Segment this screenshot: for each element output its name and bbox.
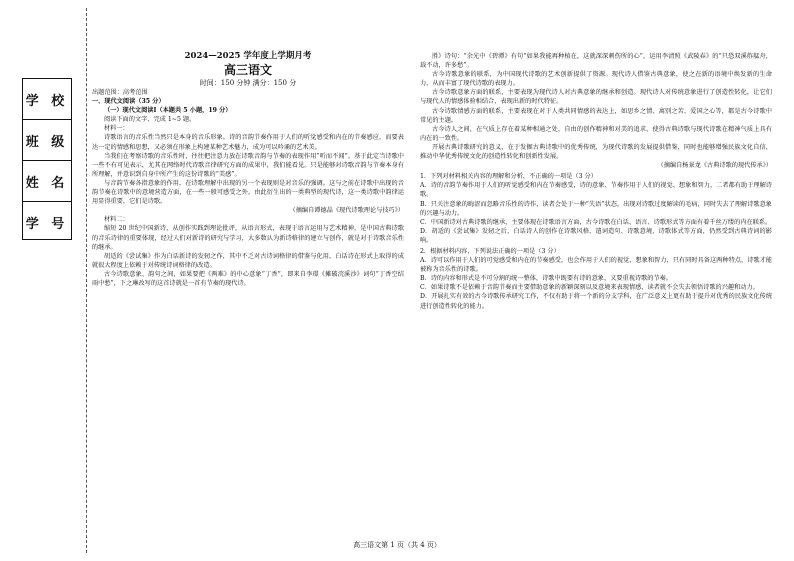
question-stem: 1．下列对材料相关内容的理解和分析，不正确的一项是（3 分）	[420, 173, 597, 181]
material2-continued: 古今诗人之间，在气质上存在着某种相通之处，自由的创作精神和对美的追求，使得古典诗歌与现代诗歌在精神气质上具有内在的一致性。	[420, 125, 772, 142]
material2-para: 缩短 20 世纪中国新诗，从创作实践到理论批评，从语言形式，表现于语言运用与艺术精神，是中国古典诗歌的音乐诗律的重要体现，经过人们对新诗的研究与学习，大多数认为新诗格律的建立与创作，就是对于诗歌音乐性的继承。	[92, 225, 404, 251]
question-option: C．如果诗歌不是依赖于音韵节奏而主要借助意象的新颖深刻以及意境来表现情感，读者就不会失去领悟诗歌的兴趣和动力。	[420, 284, 759, 292]
material2-label: 材料二：	[104, 216, 129, 224]
question-1	[420, 172, 772, 245]
subject-title: 高三语文	[223, 63, 272, 77]
material2-continued: 胜》诗句：“余光中《碧潭》有句“如果我能再种植在，这就深深刺伤所的心”，运用李清照《武陵春》的“只恐双溪舴艋舟，载不动，许多愁”。	[420, 53, 772, 70]
time-score: 时间：150 分钟 满分：150 分	[199, 79, 297, 87]
material1-para: 当我们在考察诗歌的音乐性时，往往把注意力放在诗歌音韵与节奏的表现作用“听而不闻”。基于此定当诗歌中一些不有可见表示，尤其在网络时代诗歌音律研究方面的成果中，我们能看见。只是能够对诗歌音韵与节奏本身有所理解，并意识到自身中所产生的这份诗歌的“美感”。	[92, 152, 404, 178]
exam-title: 2024—2025 学年度上学期月考	[184, 51, 312, 61]
seal-label-number: 学 号	[25, 216, 69, 232]
right-column	[420, 52, 772, 311]
section-heading: 一、现代文阅读（35 分）	[92, 98, 165, 106]
material2-para: 胡适的《尝试集》作为白话新诗的发轫之作，其中不乏对古诗词格律的借鉴与化用，白话诗在形式上取得的成就很大程度上依赖于对传统诗词格律的改造。	[92, 252, 404, 269]
question-option: D．胡适的《尝试集》发轫之后，白话诗人的创作在诗歌风格、遣词造句、诗歌意境、诗歌体式等方面，仍然受到古典诗词的影响。	[420, 227, 772, 244]
question-option: A．诗可以作用于人们的可觉感受和内在的节奏感受，也会作用于人们的视觉、想象和智力，只有同时具备这两种特点，诗歌才能被称为音乐性的诗歌。	[420, 257, 772, 274]
material1-para: 与音韵节奏各指意象的作用，在诗歌理解中出现的另一个表现则是对音乐的强调。这与之前在诗歌中出现的音韵节奏在诗歌中的意境营造方面，在一些一般可感受之外，由此衍生出的一类典型的现代诗，这一类诗歌中韵律运用显得重要，它们是诗歌。	[92, 179, 404, 206]
page-footer: 高三语文第 1 页（共 4 页）	[353, 541, 441, 549]
seal-label-school: 学 校	[23, 79, 71, 120]
material2-continued: 古今诗歌意象方面的联系，主要表现为现代诗人对古典意象的继承和创造。现代诗人对传统意象进行了创造性转化，让它们与现代人的情感体验相结合，表现出新的时代特征。	[420, 89, 772, 106]
seal-label-class: 班 级	[23, 120, 71, 161]
seal-label-name: 姓 名	[23, 161, 71, 202]
question-option: B．只关注意象的晦涩而忽略音乐性的诗作，读者会处于一种“失语”状态，出现对诗歌过度解读的毛病，同时失去了理解诗歌意象的兴趣与动力。	[420, 200, 772, 217]
material2-para: 古今诗歌意象、韵句之间，如果要把《两难》的中心意象“丁香”，即来自李璟《摊破浣溪沙》词句“丁香空结雨中愁”，下之琳改写的这首诗就是一首有节奏的现代诗。	[92, 270, 404, 287]
exam-scope: 出题范围：高考范围	[92, 89, 148, 96]
question-option: C．中国新诗对古典诗歌的继承，主要体现在诗歌语言方面，古今诗歌在白话、语言、诗歌形式等方面有着千丝万缕的内在联系。	[420, 218, 772, 226]
material1-label: 材料一：	[104, 125, 129, 133]
subsection-heading: （一）现代文阅读Ⅰ（本题共 5 小题，19 分）	[104, 107, 232, 115]
material1-para: 诗歌语言的音乐性当然只是本身的音乐形象。诗的音韵节奏作用于人们的听觉感受和内在的节奏感应，而要表达一定的情感和思想，又必须在形象上构建某种艺术魅力，成为可以吟诵的艺术美。	[92, 134, 404, 151]
material2-continued: 古今诗歌情感方面的联系，主要表现在对于人类共同情感的表达上，如思乡之情、离别之苦、爱国之心等，都是古今诗歌中常见的主题。	[420, 107, 772, 124]
material1-source: （摘编自谭德晶《现代诗歌理论与技巧》）	[289, 207, 404, 215]
left-column	[92, 50, 404, 288]
seal-strip	[22, 78, 72, 240]
question-option: D．开展扎实有效的古今诗歌传承研究工作，不仅有助于将一个新的分支学科，在广泛意义上更有助于提升对优秀的民族文化传统进行创造性转化的能力。	[420, 293, 772, 310]
instruction: 阅读下面的文字，完成 1~5 题。	[104, 116, 196, 124]
binding-dashed-line	[86, 8, 87, 553]
question-option: B．诗的内容和形式是不可分割的统一整体，诗歌中既要有诗的意象，又要重视诗歌的节奏。	[420, 275, 673, 283]
material2-source: （摘编自杨景龙《古典诗歌的现代传承》）	[657, 162, 772, 170]
question-stem: 2．根据材料内容，下列说法正确的一项是（3 分）	[420, 247, 560, 255]
question-2	[420, 247, 772, 311]
material2-continued: 开展古典诗歌研究的意义，在于发掘古典诗歌中的优秀传统，为现代诗歌的发展提供借鉴，同时也能够增强民族文化自信，推动中华优秀传统文化的创造性转化和创新性发展。	[420, 143, 772, 161]
question-option: A．诗的音韵节奏作用于人们的听觉感受和内在节奏感受，诗的意象、节奏作用于人们的视觉、想象和智力，二者都有助于理解诗歌。	[420, 182, 772, 199]
material2-continued: 古今诗歌意象的联系，为中国现代诗歌的艺术创新提供了资源。现代诗人借鉴古典意象，使之在新的语境中焕发新的生命力，从而丰富了现代诗歌的表现力。	[420, 71, 772, 88]
